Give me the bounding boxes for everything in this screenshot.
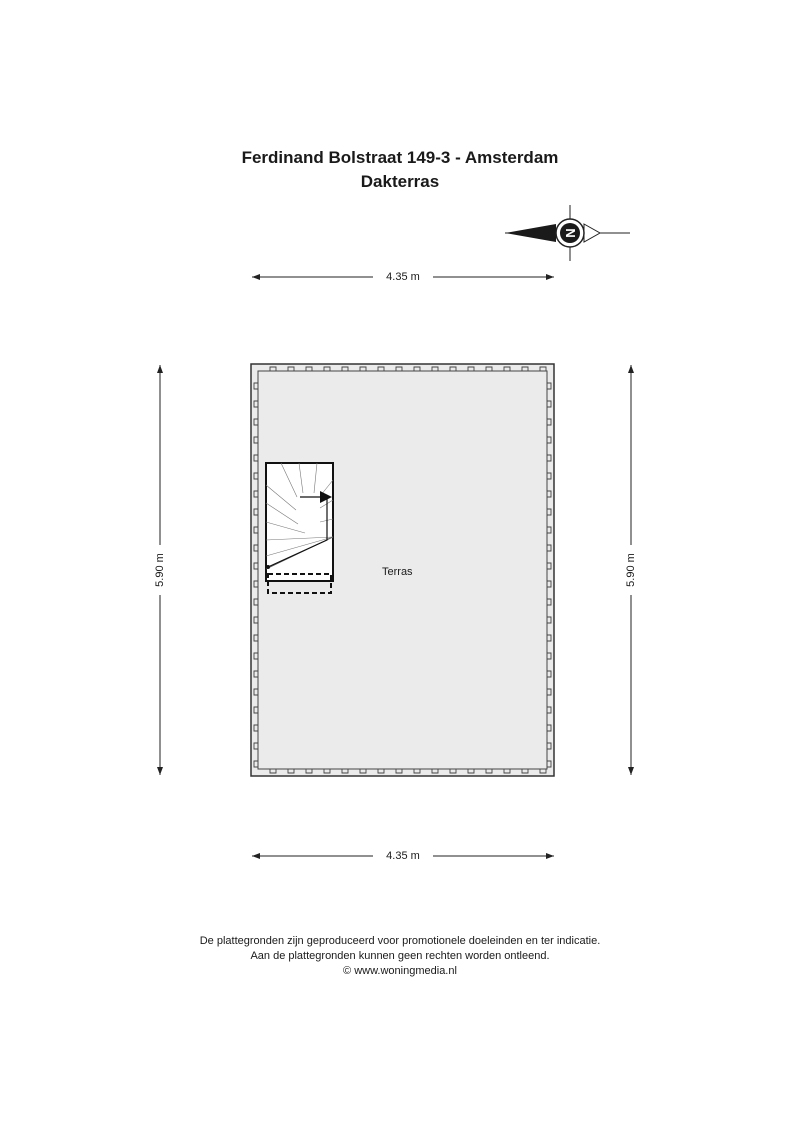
disclaimer-line-2: Aan de plattegronden kunnen geen rechten worden ontleend. — [250, 950, 550, 962]
compass-north-label: N — [563, 228, 578, 238]
plan-title: Ferdinand Bolstraat 149-3 - Amsterdam — [241, 148, 559, 167]
dimension-bottom-label: 4.35 m — [373, 849, 433, 863]
disclaimer-line-1: De plattegronden zijn geproduceerd voor promotionele doeleinden en ter indicatie. — [199, 935, 601, 947]
dimension-left-label: 5.90 m — [153, 545, 167, 595]
copyright-line: © www.woningmedia.nl — [343, 965, 457, 977]
staircase — [266, 463, 333, 593]
dimension-top-label: 4.35 m — [373, 270, 433, 284]
dimension-right-label: 5.90 m — [624, 545, 638, 595]
room-label-terras: Terras — [382, 566, 413, 578]
floor-name: Dakterras — [360, 172, 440, 191]
